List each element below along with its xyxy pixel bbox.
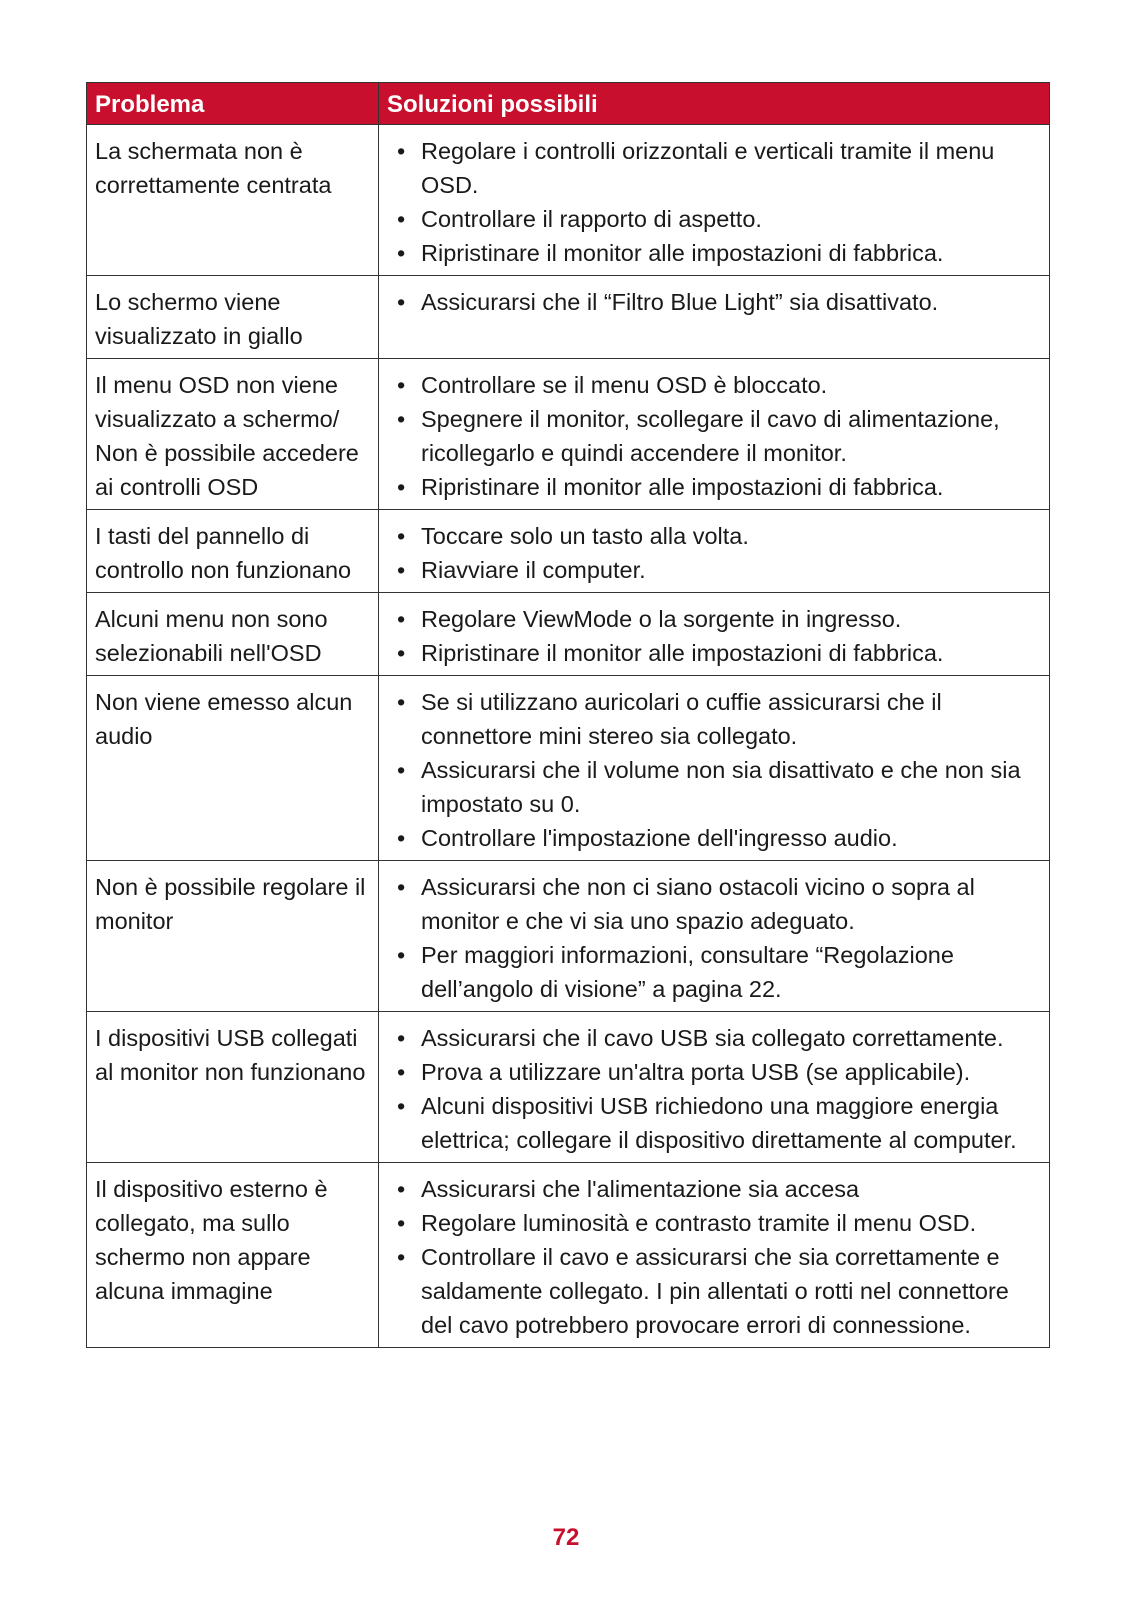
problem-cell: Lo schermo viene visualizzato in giallo	[87, 276, 379, 359]
solution-item: • Spegnere il monitor, scollegare il cavo di alimentazione, ricollegarlo e quindi accendere il monitor.	[387, 402, 1041, 470]
problem-cell: Alcuni menu non sono selezionabili nell'OSD	[87, 593, 379, 676]
solutions-cell	[379, 861, 1050, 1012]
header-solutions: Soluzioni possibili	[379, 83, 1050, 125]
problem-cell: I dispositivi USB collegati al monitor non funzionano	[87, 1012, 379, 1163]
solution-item: • Assicurarsi che non ci siano ostacoli vicino o sopra al monitor e che vi sia uno spazio adeguato.	[387, 870, 1041, 938]
table-row	[87, 1163, 1050, 1348]
solution-item: • Alcuni dispositivi USB richiedono una maggiore energia elettrica; collegare il dispositivo direttamente al computer.	[387, 1089, 1041, 1157]
solution-item: • Assicurarsi che il volume non sia disattivato e che non sia impostato su 0.	[387, 753, 1041, 821]
solutions-cell	[379, 359, 1050, 510]
solution-item: • Assicurarsi che il cavo USB sia collegato correttamente.	[387, 1021, 1041, 1055]
solution-item: • Regolare ViewMode o la sorgente in ingresso.	[387, 602, 1041, 636]
problem-cell: I tasti del pannello di controllo non funzionano	[87, 510, 379, 593]
header-problem: Problema	[87, 83, 379, 125]
problem-cell: Non viene emesso alcun audio	[87, 676, 379, 861]
table-header-row	[87, 83, 1050, 125]
table-row	[87, 359, 1050, 510]
solution-item: • Controllare se il menu OSD è bloccato.	[387, 368, 1041, 402]
solution-item: • Se si utilizzano auricolari o cuffie assicurarsi che il connettore mini stereo sia collegato.	[387, 685, 1041, 753]
troubleshooting-table	[86, 82, 1050, 1348]
solutions-cell	[379, 1012, 1050, 1163]
table-row	[87, 676, 1050, 861]
solution-item: • Per maggiori informazioni, consultare “Regolazione dell’angolo di visione” a pagina 22.	[387, 938, 1041, 1006]
solutions-cell	[379, 676, 1050, 861]
solution-item: • Regolare i controlli orizzontali e verticali tramite il menu OSD.	[387, 134, 1041, 202]
table-row	[87, 276, 1050, 359]
solution-item: • Ripristinare il monitor alle impostazioni di fabbrica.	[387, 470, 1041, 504]
solution-item: • Prova a utilizzare un'altra porta USB (se applicabile).	[387, 1055, 1041, 1089]
problem-cell: La schermata non è correttamente centrata	[87, 125, 379, 276]
solutions-cell	[379, 510, 1050, 593]
page-number: 72	[552, 1524, 580, 1551]
solution-item: • Assicurarsi che il “Filtro Blue Light” sia disattivato.	[387, 285, 1041, 319]
solution-item: • Toccare solo un tasto alla volta.	[387, 519, 1041, 553]
solution-item: • Controllare il rapporto di aspetto.	[387, 202, 1041, 236]
table-row	[87, 510, 1050, 593]
problem-cell: Non è possibile regolare il monitor	[87, 861, 379, 1012]
table-row	[87, 593, 1050, 676]
solution-item: • Ripristinare il monitor alle impostazioni di fabbrica.	[387, 636, 1041, 670]
problem-cell: Il menu OSD non viene visualizzato a schermo/ Non è possibile accedere ai controlli OSD	[87, 359, 379, 510]
problem-cell: Il dispositivo esterno è collegato, ma sullo schermo non appare alcuna immagine	[87, 1163, 379, 1348]
solution-item: • Riavviare il computer.	[387, 553, 1041, 587]
table-row	[87, 861, 1050, 1012]
solutions-cell	[379, 593, 1050, 676]
solutions-cell	[379, 276, 1050, 359]
table-row	[87, 1012, 1050, 1163]
troubleshooting-table-container	[86, 82, 1049, 1348]
solution-item: • Regolare luminosità e contrasto tramite il menu OSD.	[387, 1206, 1041, 1240]
table-row	[87, 125, 1050, 276]
solution-item: • Assicurarsi che l'alimentazione sia accesa	[387, 1172, 1041, 1206]
solution-item: • Controllare l'impostazione dell'ingresso audio.	[387, 821, 1041, 855]
solutions-cell	[379, 1163, 1050, 1348]
solution-item: • Controllare il cavo e assicurarsi che sia correttamente e saldamente collegato. I pin allentati o rotti nel connettore del cavo potrebbero provocare errori di connessione.	[387, 1240, 1041, 1342]
solutions-cell	[379, 125, 1050, 276]
solution-item: • Ripristinare il monitor alle impostazioni di fabbrica.	[387, 236, 1041, 270]
